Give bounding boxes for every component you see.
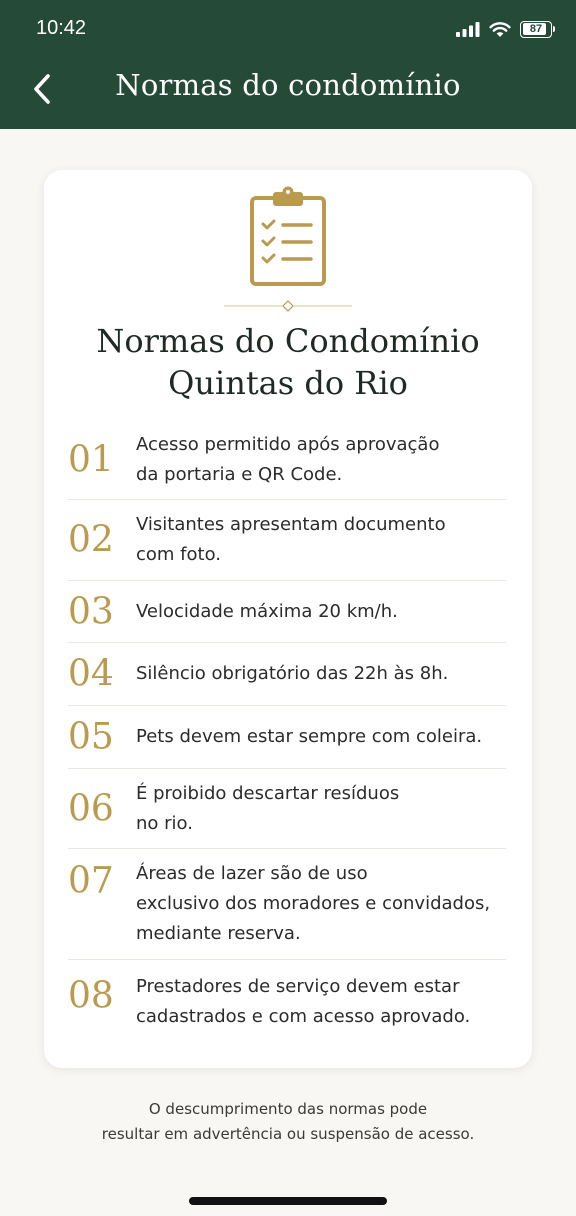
battery-icon (520, 21, 552, 38)
status-bar (0, 0, 576, 58)
rule-text: Acesso permitido após aprovação da portaria e QR Code. (136, 433, 440, 485)
rule-text: Prestadores de serviço devem estar cadastrados e com acesso aprovado. (136, 976, 471, 1027)
rule-number: 01 (68, 439, 114, 480)
rule-item (68, 960, 506, 1032)
battery-tip (553, 26, 556, 32)
rule-item (68, 769, 506, 849)
rule-text: Visitantes apresentam documento com foto. (136, 514, 446, 565)
rule-number: 06 (68, 788, 114, 829)
divider-ornament (224, 299, 352, 313)
footer-note: O descumprimento das normas pode resultar em advertência ou suspensão de acesso. (101, 1100, 475, 1143)
rule-item (68, 643, 506, 706)
rules-list (68, 420, 506, 1032)
rule-text: Pets devem estar sempre com coleira. (136, 726, 483, 747)
status-time: 10:42 (36, 17, 87, 39)
card-title-line2: Quintas do Rio (168, 364, 408, 402)
wifi-icon (489, 21, 511, 38)
rule-number: 07 (68, 860, 114, 902)
rules-card (44, 170, 532, 1068)
rule-number: 03 (68, 591, 114, 632)
rule-item (68, 849, 506, 960)
rule-item (68, 420, 506, 500)
cellular-signal-icon (456, 21, 480, 37)
rule-number: 05 (68, 716, 114, 758)
rule-item (68, 500, 506, 581)
rule-item (68, 581, 506, 643)
status-icons (456, 19, 552, 39)
rule-text: Velocidade máxima 20 km/h. (136, 600, 398, 622)
rule-text: Áreas de lazer são de uso exclusivo dos moradores e convidados, mediante reserva. (136, 863, 491, 944)
page-title: Normas do condomínio (115, 68, 461, 102)
rule-text: Silêncio obrigatório das 22h às 8h. (136, 663, 449, 684)
rule-number: 02 (68, 519, 114, 561)
battery-level: 87 (529, 22, 543, 35)
rule-text: É proibido descartar resíduos no rio. (136, 782, 400, 834)
rule-number: 04 (68, 653, 114, 695)
rule-item (68, 706, 506, 769)
rule-number: 08 (68, 975, 114, 1017)
clipboard-checklist-icon (249, 186, 327, 288)
card-title-line1: Normas do Condomínio (96, 322, 480, 360)
home-indicator[interactable] (189, 1197, 387, 1205)
app-header (0, 0, 576, 129)
card-title (44, 320, 532, 404)
